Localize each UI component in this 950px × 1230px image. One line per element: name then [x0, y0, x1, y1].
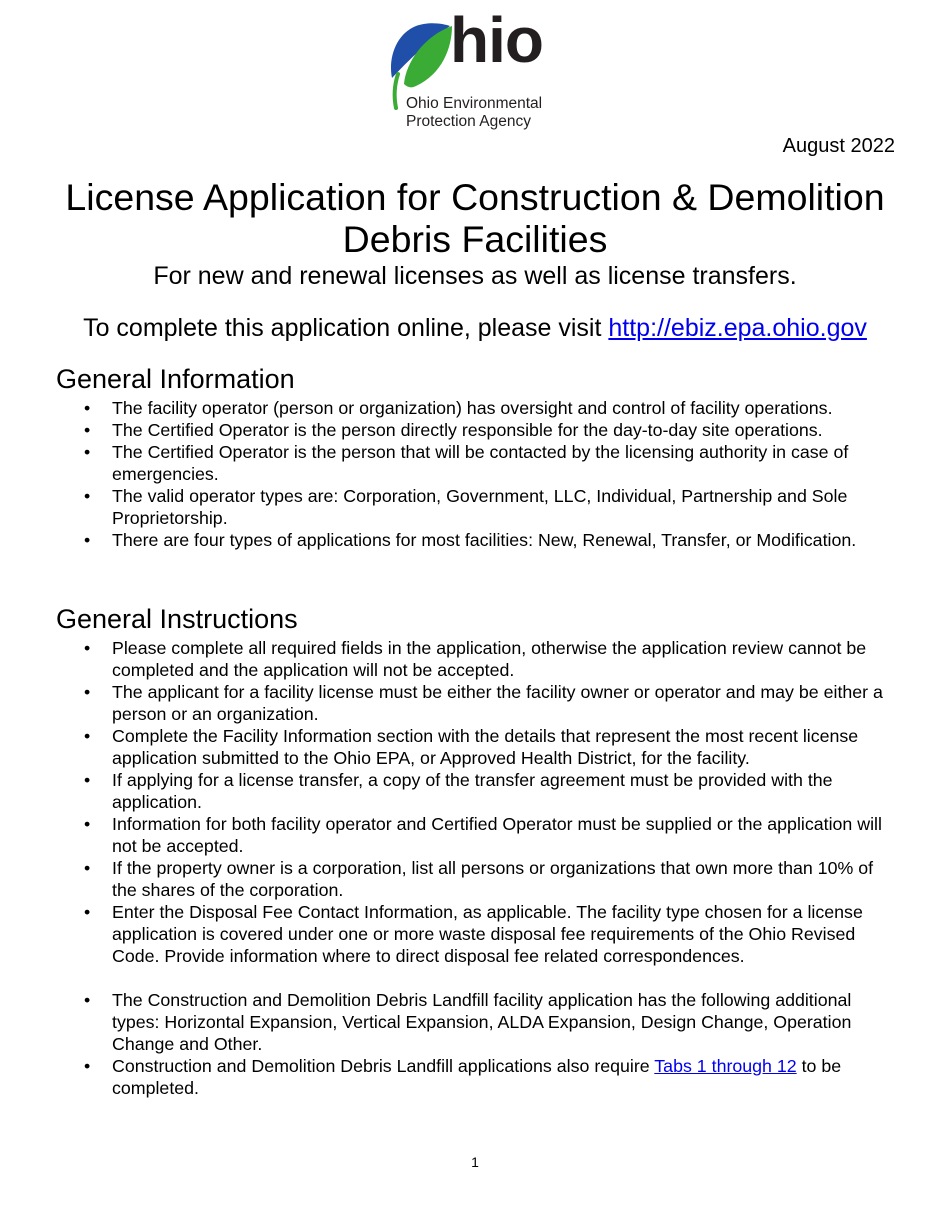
logo-agency-name: [406, 95, 542, 131]
general-instructions-heading: General Instructions: [56, 604, 298, 634]
list-item: • If the property owner is a corporation, list all persons or organizations that own more than 10% of the shares of the corporation.: [0, 857, 895, 901]
logo-agency-line2: Protection Agency: [406, 113, 531, 130]
list-item: • Information for both facility operator and Certified Operator must be supplied or the application will not be accepted.: [0, 813, 895, 857]
list-item: • Complete the Facility Information section with the details that represent the most recent license application submitted to the Ohio EPA, or Approved Health District, for the facility.: [0, 725, 895, 769]
list-item: • The Certified Operator is the person directly responsible for the day-to-day site operations.: [0, 419, 895, 441]
online-notice-text: To complete this application online, please visit: [83, 314, 609, 342]
list-item: • If applying for a license transfer, a copy of the transfer agreement must be provided with the application.: [0, 769, 895, 813]
page-title: License Application for Construction & Demolition Debris Facilities: [65, 176, 885, 260]
list-item: • The applicant for a facility license must be either the facility owner or operator and may be either a person or an organization.: [0, 681, 895, 725]
page-number: 1: [471, 1154, 479, 1170]
list-spacer: [0, 967, 895, 989]
page-subtitle: For new and renewal licenses as well as license transfers.: [153, 262, 797, 290]
list-item: • Enter the Disposal Fee Contact Information, as applicable. The facility type chosen for a license application is covered under one or more waste disposal fee requirements of the Ohio Revised Code. Provide information where to direct disposal fee related correspondences.: [0, 901, 895, 967]
ebiz-link[interactable]: http://ebiz.epa.ohio.gov: [608, 314, 867, 342]
list-item: • The Certified Operator is the person that will be contacted by the licensing authority in case of emergencies.: [0, 441, 895, 485]
tabs-requirement-text: Construction and Demolition Debris Landfill applications also require: [112, 1056, 655, 1076]
list-item: • Please complete all required fields in the application, otherwise the application review cannot be completed and the application will not be accepted.: [0, 637, 895, 681]
list-item: • There are four types of applications for most facilities: New, Renewal, Transfer, or Modification.: [0, 529, 895, 551]
document-date: August 2022: [782, 135, 895, 157]
logo-wordmark: hio: [450, 4, 543, 76]
general-information-list: [0, 397, 895, 551]
tabs-requirement-suffix: to be completed.: [112, 1056, 842, 1098]
list-item-tabs-requirement: [0, 1055, 895, 1099]
list-item: • The facility operator (person or organization) has oversight and control of facility operations.: [0, 397, 895, 419]
logo-agency-line1: Ohio Environmental: [406, 95, 543, 112]
tabs-link[interactable]: Tabs 1 through 12: [654, 1056, 797, 1076]
list-item: • The Construction and Demolition Debris Landfill facility application has the following additional types: Horizontal Expansion, Vertical Expansion, ALDA Expansion, Design Change, Operation Change and Other.: [0, 989, 895, 1055]
ohio-epa-logo: [386, 4, 576, 134]
general-information-heading: General Information: [56, 364, 295, 394]
list-item: • The valid operator types are: Corporation, Government, LLC, Individual, Partnership and Sole Proprietorship.: [0, 485, 895, 529]
general-instructions-list: [0, 637, 895, 1099]
online-application-notice: [0, 314, 950, 343]
